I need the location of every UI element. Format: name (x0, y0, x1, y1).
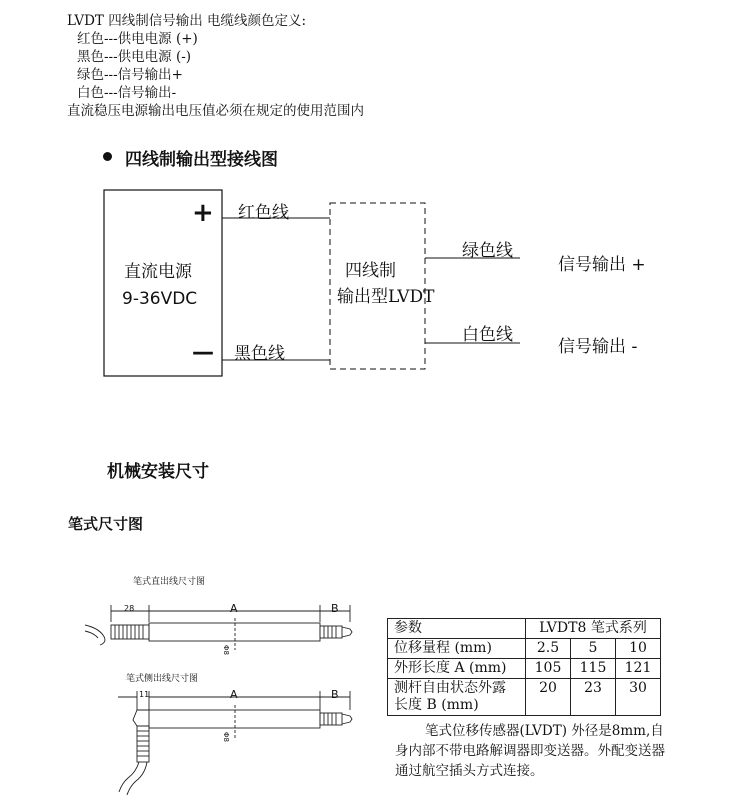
table-cell: 2.5 (526, 639, 571, 659)
dim-a-label-2: A (230, 688, 238, 701)
table-cell: 位移量程 (mm) (388, 639, 526, 659)
table-cell: 外形长度 A (mm) (388, 659, 526, 679)
dim-11-label: 11 (139, 690, 150, 699)
signal-out-minus: 信号输出 - (558, 337, 638, 357)
dim-dia-label-1: Φ8 (222, 645, 230, 655)
table-cell: 测杆自由状态外露长度 B (mm) (388, 679, 526, 716)
dim-b-label-1: B (331, 602, 339, 615)
wiring-heading: 四线制输出型接线图 (125, 150, 278, 170)
lvdt-label-line1: 四线制 (345, 261, 396, 281)
green-wire-label: 绿色线 (462, 241, 513, 261)
intro-line-red: 红色---供电电源 (+) (77, 31, 198, 47)
black-wire-label: 黑色线 (234, 344, 285, 364)
table-header-cell: LVDT8 笔式系列 (526, 619, 661, 639)
table-cell: 23 (571, 679, 616, 716)
dim-b-label-2: B (331, 688, 339, 701)
lvdt-label-line2: 输出型LVDT (337, 287, 435, 307)
table-row (388, 679, 661, 716)
pen-heading: 笔式尺寸图 (68, 515, 144, 533)
intro-line-black: 黑色---供电电源 (-) (77, 49, 192, 65)
table-cell: 5 (571, 639, 616, 659)
plus-terminal: + (192, 198, 214, 228)
table-cell: 10 (616, 639, 661, 659)
table-cell: 115 (571, 659, 616, 679)
table-row (388, 659, 661, 679)
intro-title: LVDT 四线制信号输出 电缆线颜色定义: (67, 13, 307, 29)
side-caption: 笔式侧出线尺寸图 (126, 674, 199, 684)
psu-voltage: 9-36VDC (122, 289, 198, 309)
intro-line-green: 绿色---信号输出+ (77, 67, 183, 83)
dim-a-label-1: A (230, 602, 238, 615)
signal-out-plus: 信号输出 + (558, 255, 646, 275)
table-cell: 121 (616, 659, 661, 679)
minus-terminal: — (192, 340, 214, 365)
straight-caption: 笔式直出线尺寸图 (133, 577, 206, 587)
dim-dia-label-2: Φ8 (222, 732, 230, 742)
table-cell: 30 (616, 679, 661, 716)
spec-table (387, 618, 661, 716)
red-wire-label: 红色线 (238, 203, 289, 223)
side-exit-drawing (118, 691, 352, 795)
intro-line-white: 白色---信号输出- (77, 85, 177, 101)
table-cell: 105 (526, 659, 571, 679)
table-header-cell: 参数 (388, 619, 526, 639)
table-header-row (388, 619, 661, 639)
dim-28-label: 28 (124, 604, 135, 613)
table-cell: 20 (526, 679, 571, 716)
mechanical-heading: 机械安装尺寸 (107, 462, 209, 482)
table-row (388, 639, 661, 659)
footnote: 笔式位移传感器(LVDT) 外径是8mm,自身内部不带电路解调器即变送器。外配变送器通过航空插头方式连接。 (395, 723, 665, 779)
intro-note: 直流稳压电源输出电压值必须在规定的使用范围内 (67, 103, 364, 119)
white-wire-label: 白色线 (462, 325, 513, 345)
psu-title: 直流电源 (124, 262, 192, 282)
